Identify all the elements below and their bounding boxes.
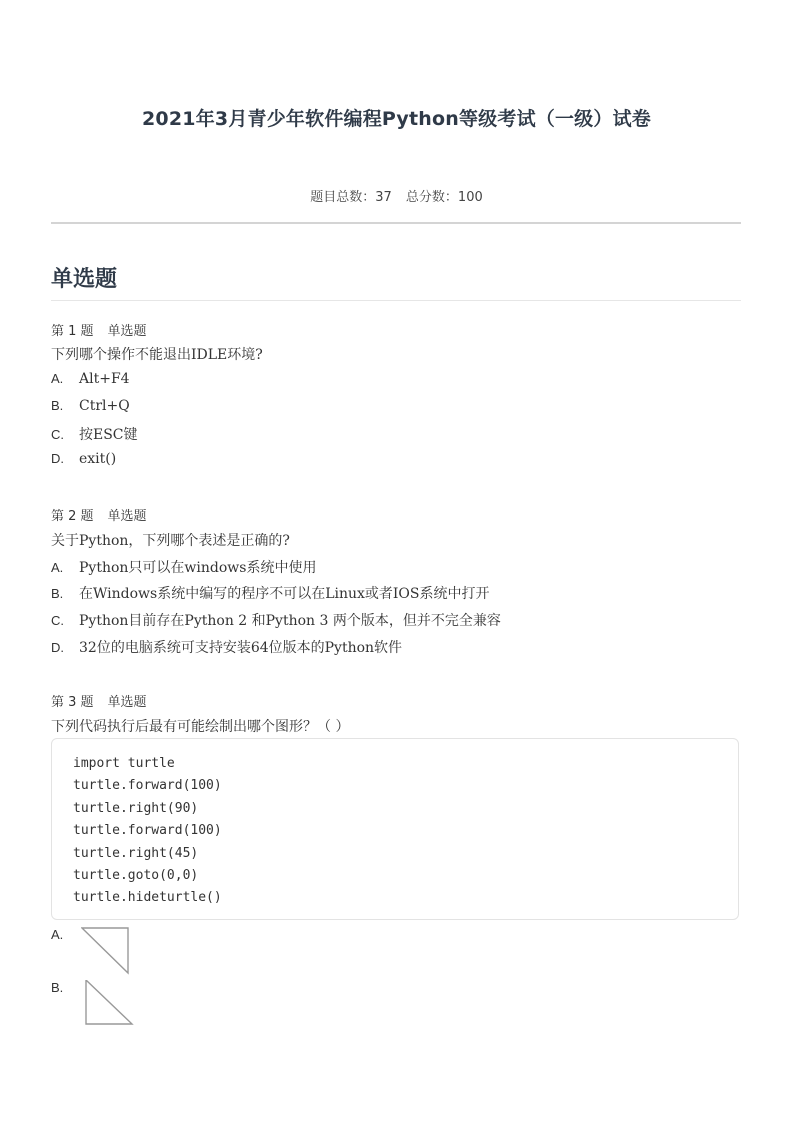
option-a [51,557,316,577]
header-divider [51,222,741,224]
option-c [51,424,138,444]
total-questions: 题目总数：37 [310,190,392,205]
option-text: Ctrl+Q [79,398,130,414]
code-line: import turtle [73,756,175,771]
option-d [51,637,402,657]
code-line: turtle.forward(100) [73,778,222,794]
question-stem: 下列哪个操作不能退出IDLE环境? [51,347,263,363]
code-line: turtle.goto(0,0) [73,868,199,884]
question-type: 单选题 [107,324,147,339]
option-letter: C. [51,613,64,628]
option-a [51,371,130,387]
question-header [51,505,147,524]
question-type: 单选题 [107,509,147,524]
triangle-figure-icon [81,980,135,1028]
option-a [51,927,171,977]
option-letter: A. [51,927,64,942]
code-line: turtle.hideturtle() [73,890,222,906]
question-stem: 关于Python，下列哪个表述是正确的? [51,533,290,549]
question-number: 第 3 题 [51,695,94,710]
option-letter: D. [51,640,64,655]
code-line: turtle.forward(100) [73,823,222,839]
code-block [51,738,739,920]
option-letter: A. [51,560,64,575]
option-letter: A. [51,371,64,386]
option-c [51,610,501,630]
question-stem: 下列代码执行后最有可能绘制出哪个图形？（ ） [51,719,350,735]
section-divider [51,300,741,301]
option-text: 按ESC键 [79,427,138,443]
question-header [51,320,147,339]
question-number: 第 1 题 [51,324,94,339]
question-number: 第 2 题 [51,509,94,524]
total-score: 总分数：100 [405,190,483,205]
code-line: turtle.right(45) [73,845,199,861]
option-letter: B. [51,586,64,601]
exam-meta [0,186,793,205]
option-letter: B. [51,980,64,995]
option-text: Alt+F4 [79,371,130,387]
option-text: 32位的电脑系统可支持安装64位版本的Python软件 [79,640,403,656]
option-b [51,980,171,1030]
option-d [51,451,116,467]
option-letter: D. [51,451,64,466]
option-b [51,398,130,414]
option-b [51,583,490,603]
code-line: turtle.right(90) [73,800,199,816]
option-text: Python目前存在Python 2 和Python 3 两个版本，但并不完全兼容 [79,613,501,629]
option-letter: C. [51,427,64,442]
triangle-figure-icon [81,927,131,977]
option-text: 在Windows系统中编写的程序不可以在Linux或者IOS系统中打开 [79,586,490,602]
option-text: Python只可以在windows系统中使用 [79,560,317,576]
option-text: exit() [79,451,117,467]
question-type: 单选题 [107,695,147,710]
exam-title: 2021年3月青少年软件编程Python等级考试（一级）试卷 [142,108,651,130]
option-letter: B. [51,398,64,413]
section-title: 单选题 [51,267,118,292]
question-header [51,691,147,710]
